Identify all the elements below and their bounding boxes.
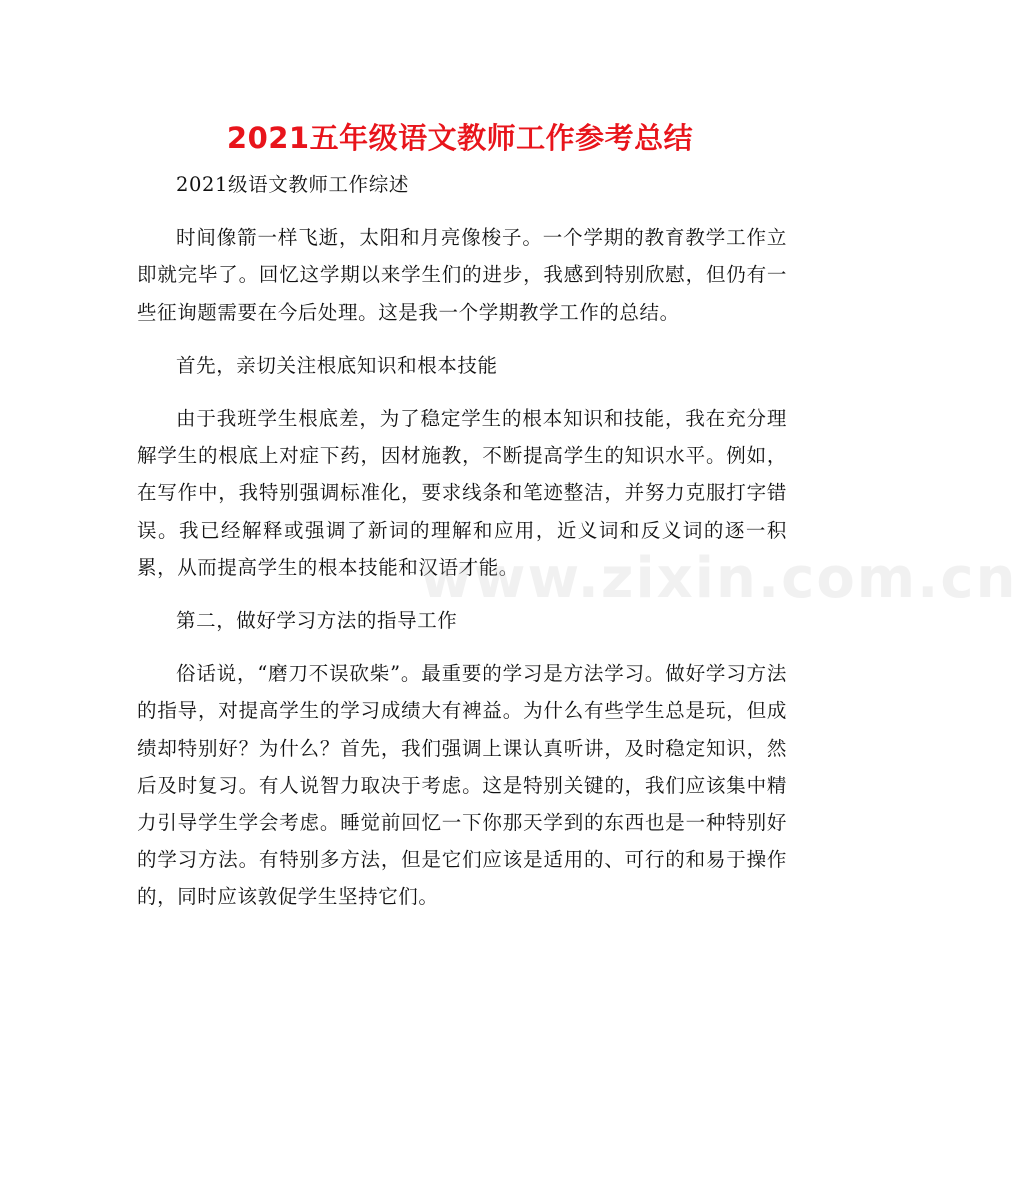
watermark: www.zixin.com.cn [420, 546, 1018, 611]
document-title: 2021五年级语文教师工作参考总结 [226, 121, 694, 155]
paragraph-subtitle: 2021级语文教师工作综述 [176, 173, 409, 196]
paragraph-basics: 由于我班学生根底差，为了稳定学生的根本知识和技能，我在充分理解学生的根底上对症下药，因材施教，不断提高学生的知识水平。例如，在写作中，我特别强调标准化，要求线条和笔迹整洁，并努力克服打字错误。我已经解释或强调了新词的理解和应用，近义词和反义词的逐一积累，从而提高学生的根本技能和汉语才能。 [137, 407, 787, 579]
paragraph-methods: 俗话说，“磨刀不误砍柴”。最重要的学习是方法学习。做好学习方法的指导，对提高学生的学习成绩大有裨益。为什么有些学生总是玩，但成绩却特别好？为什么？首先，我们强调上课认真听讲，及时稳定知识，然后及时复习。有人说智力取决于考虑。这是特别关键的，我们应该集中精力引导学生学会考虑。睡觉前回忆一下你那天学到的东西也是一种特别好的学习方法。有特别多方法，但是它们应该是适用的、可行的和易于操作的，同时应该敦促学生坚持它们。 [137, 662, 787, 909]
paragraph-intro: 时间像箭一样飞逝，太阳和月亮像梭子。一个学期的教育教学工作立即就完毕了。回忆这学期以来学生们的进步，我感到特别欣慰，但仍有一些征询题需要在今后处理。这是我一个学期教学工作的总结。 [137, 226, 787, 324]
document-body [137, 166, 787, 932]
section-heading-basics: 首先，亲切关注根底知识和根本技能 [176, 353, 498, 377]
section-heading-methods: 第二，做好学习方法的指导工作 [176, 609, 458, 633]
